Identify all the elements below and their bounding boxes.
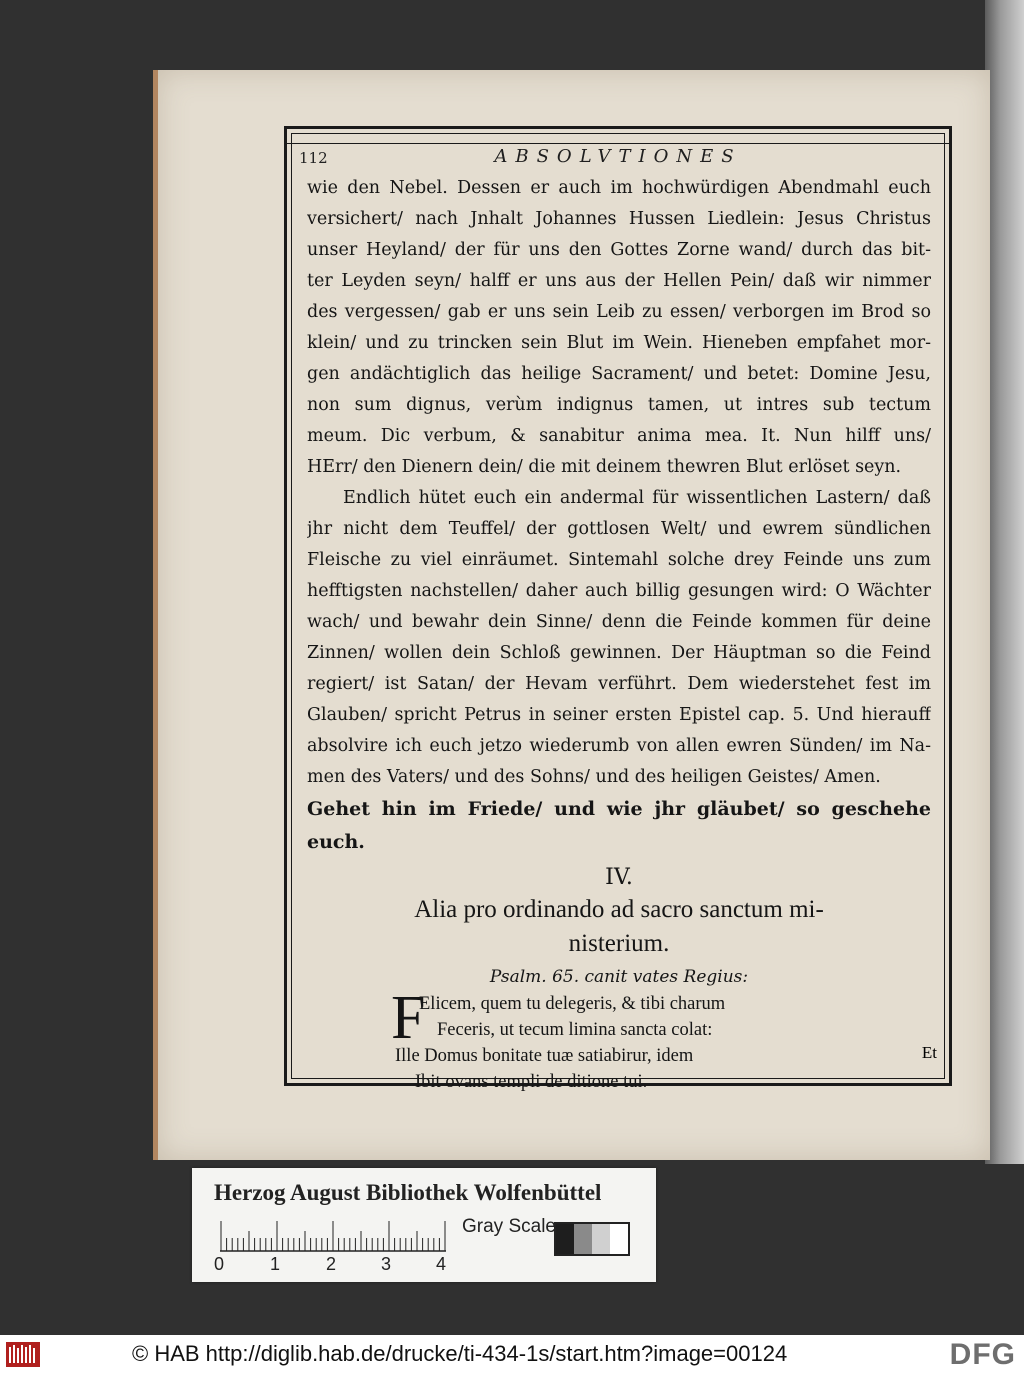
- text-line: absolvire ich euch jetzo wiederumb von allen ewren Sünden/ im Na-: [307, 736, 931, 756]
- text-line: meum. Dic verbum, & sanabitur anima mea. It. Nun hilff uns/: [307, 426, 931, 446]
- psalm-reference: Psalm. 65. canit vates Regius:: [489, 967, 749, 987]
- verse-line: Ibit ovans templi de ditione tui.: [415, 1072, 648, 1092]
- next-page-edge: [985, 0, 1024, 1164]
- text-line: unser Heyland/ der für uns den Gottes Zorne wand/ durch das bit-: [307, 240, 931, 260]
- text-line: non sum dignus, verùm indignus tamen, ut intres sub tectum: [307, 395, 931, 415]
- text-frame: [284, 126, 952, 1092]
- running-head: ABSOLVTIONES: [494, 146, 742, 167]
- text-line: des vergessen/ gab er uns sein Leib zu essen/ verborgen im Brod so: [307, 302, 931, 322]
- catchword: Et: [921, 1043, 937, 1062]
- drop-cap: F: [391, 984, 426, 1052]
- verse-line: Ille Domus bonitate tuæ satiabirur, idem: [395, 1046, 694, 1066]
- ruler-label: 2: [326, 1254, 337, 1274]
- footer-url[interactable]: © HAB http://diglib.hab.de/drucke/ti-434-1s/start.htm?image=00124: [132, 1341, 788, 1366]
- gray-swatch: [574, 1224, 592, 1254]
- text-line: ter Leyden seyn/ halff er uns aus der Hellen Pein/ daß wir nimmer: [307, 271, 931, 291]
- verse-block: [391, 984, 931, 1095]
- ruler-label: 3: [381, 1254, 392, 1274]
- ruler-label: 1: [270, 1254, 281, 1274]
- section-title-line-2: nisterium.: [568, 930, 670, 957]
- footer-bar: [0, 1335, 1024, 1374]
- verse-line: Feceris, ut tecum limina sancta colat:: [437, 1020, 713, 1040]
- text-line: wach/ und bewahr dein Sinne/ denn die Feinde kommen für deine: [307, 612, 931, 632]
- text-line: Endlich hütet euch ein andermal für wissentlichen Lastern/ daß: [343, 488, 931, 508]
- text-line: wie den Nebel. Dessen er auch im hochwürdigen Abendmahl euch: [307, 178, 931, 198]
- ruler-scale: [220, 1218, 446, 1252]
- page-number: 112: [299, 149, 328, 167]
- header-rule: [287, 143, 949, 144]
- text-line: jhr nicht dem Teuffel/ der gottlosen Welt/ und ewrem sündlichen: [307, 519, 931, 539]
- text-line: regiert/ ist Satan/ der Hevam verführt. Dem wiederstehet fest im: [307, 674, 931, 694]
- ruler-label: 0: [214, 1254, 225, 1274]
- dfg-logo: DFG: [949, 1338, 1016, 1371]
- text-line: gen andächtiglich das heilige Sacrament/ und betet: Domine Jesu,: [307, 364, 931, 384]
- text-line: Glauben/ spricht Petrus in seiner ersten Epistel cap. 5. Und hierauff: [307, 705, 931, 725]
- section-number: IV.: [605, 865, 633, 890]
- text-line: men des Vaters/ und des Sohns/ und des heiligen Geistes/ Amen.: [307, 767, 881, 787]
- library-card: [192, 1168, 656, 1282]
- gray-scale-label: Gray Scale: [462, 1216, 556, 1237]
- hab-logo-icon: [6, 1342, 40, 1367]
- text-line: HErr/ den Dienern dein/ die mit deinem thewren Blut erlöset seyn.: [307, 457, 902, 477]
- text-line: Zinnen/ wollen dein Schloß gewinnen. Der Häuptman so die Feind: [307, 643, 931, 663]
- gray-swatch: [556, 1224, 574, 1254]
- ruler-label: 4: [436, 1254, 447, 1274]
- library-name: Herzog August Bibliothek Wolfenbüttel: [214, 1180, 602, 1205]
- section-title-line-1: Alia pro ordinando ad sacro sanctum mi-: [414, 896, 824, 923]
- verse-line: Elicem, quem tu delegeris, & tibi charum: [419, 994, 726, 1014]
- gray-scale-swatches: [554, 1222, 630, 1256]
- text-line: versichert/ nach Jnhalt Johannes Hussen Liedlein: Jesus Christus: [307, 209, 931, 229]
- body-lines: [307, 173, 931, 859]
- text-line: Gehet hin im Friede/ und wie jhr gläubet/ so geschehe: [307, 798, 931, 820]
- gray-swatch: [610, 1224, 628, 1254]
- gray-swatch: [592, 1224, 610, 1254]
- text-line: hefftigsten nachstellen/ daher auch billig gesungen wird: O Wächter: [307, 581, 931, 601]
- text-line: klein/ und zu trincken sein Blut im Wein. Hieneben empfahet mor-: [307, 333, 931, 353]
- text-line: euch.: [307, 831, 365, 853]
- book-page: [153, 70, 990, 1160]
- body-text: [307, 173, 931, 1095]
- text-line: Fleische zu viel einräumet. Sintemahl solche drey Feinde uns zum: [307, 550, 931, 570]
